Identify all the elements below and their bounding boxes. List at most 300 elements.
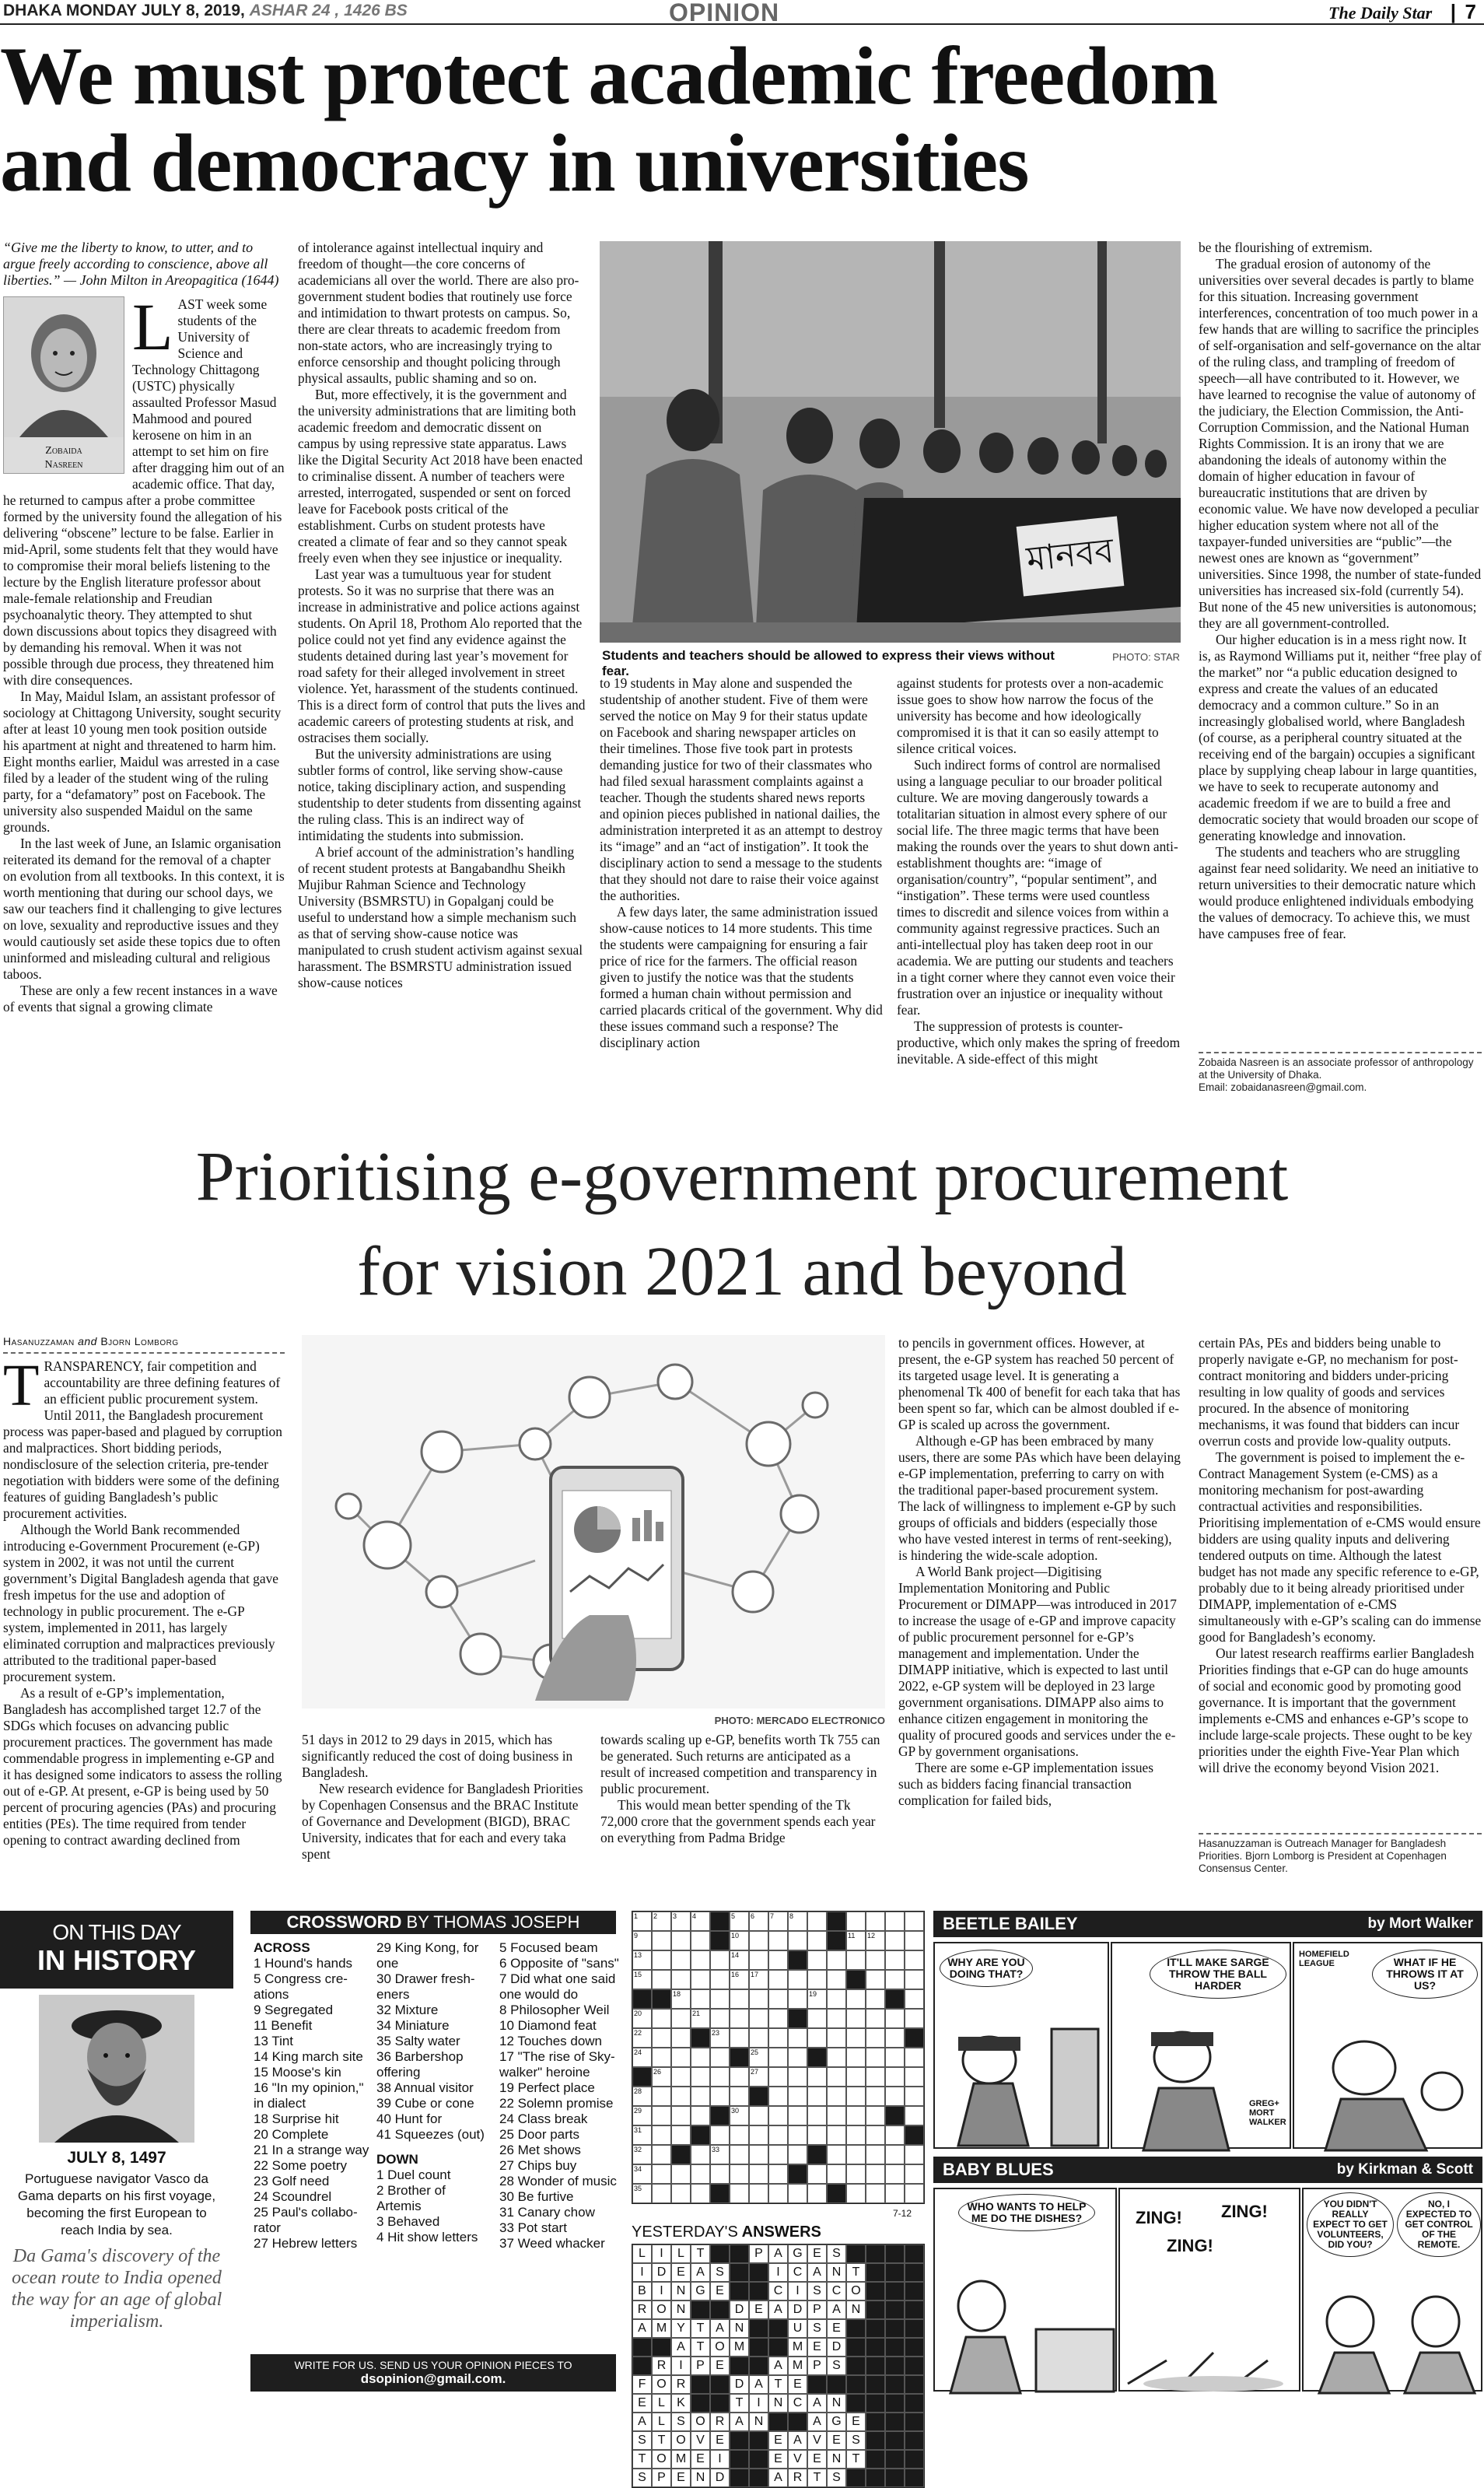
grid-cell[interactable] — [827, 2145, 846, 2164]
grid-cell[interactable] — [788, 1970, 807, 1989]
answer-cell — [749, 2338, 768, 2357]
grid-cell[interactable] — [691, 2028, 710, 2048]
grid-cell[interactable] — [807, 2028, 827, 2048]
grid-cell[interactable] — [652, 2145, 671, 2164]
grid-cell[interactable] — [905, 2048, 924, 2067]
article2-col5 — [1199, 1335, 1482, 1833]
grid-cell[interactable] — [730, 2048, 749, 2067]
grid-cell[interactable] — [846, 2067, 866, 2087]
grid-cell[interactable]: 11 — [846, 1931, 866, 1950]
grid-cell[interactable] — [846, 2028, 866, 2048]
grid-cell[interactable] — [730, 2164, 749, 2184]
grid-cell[interactable]: 25 — [749, 2048, 768, 2067]
grid-cell[interactable] — [749, 2028, 768, 2048]
answer-cell — [905, 2319, 924, 2338]
grid-cell[interactable] — [710, 2125, 730, 2145]
grid-cell[interactable] — [768, 2164, 788, 2184]
grid-cell[interactable] — [652, 2184, 671, 2203]
grid-cell[interactable] — [827, 2087, 846, 2106]
grid-cell[interactable] — [768, 2184, 788, 2203]
answer-cell: E — [768, 2431, 788, 2450]
grid-cell[interactable] — [885, 1950, 905, 1970]
grid-cell[interactable]: 27 — [749, 2067, 768, 2087]
grid-cell[interactable] — [768, 2048, 788, 2067]
paper-logo-block — [1328, 0, 1476, 24]
grid-cell[interactable] — [671, 1931, 691, 1950]
answer-cell: M — [730, 2338, 749, 2357]
grid-cell[interactable] — [788, 2106, 807, 2125]
grid-cell[interactable]: 35 — [632, 2184, 652, 2203]
grid-cell[interactable] — [749, 1950, 768, 1970]
grid-cell[interactable] — [807, 2145, 827, 2164]
grid-cell[interactable]: 31 — [632, 2125, 652, 2145]
answer-cell: M — [788, 2338, 807, 2357]
answer-cell: A — [730, 2413, 749, 2431]
across-heading: ACROSS — [254, 1940, 310, 1955]
drop-cap: L — [132, 289, 173, 364]
grid-cell[interactable] — [671, 2106, 691, 2125]
grid-cell[interactable] — [866, 2009, 885, 2028]
grid-cell[interactable] — [866, 1912, 885, 1931]
col1-para1: LAST week some students of the University of Science and Technology Chittagong (USTC) physically assaulted Professor Masud Mahmood and poured kerosene on him in an attempt to set him on fire after dragging him out of an academic office. That day, he returned to campus after a probe committee formed by the university found the allegation of his delivering “obscene” lecture to be false. Earlier in mid-April, some students felt that they would have to compromise their moral beliefs listening to the lecture by the English literature professor about male-female relationship and Freudian psychoanalytic theory. They attempted to shut down discussions about topics they disagreed with by demanding his removal. When it was not possible through due process, they threatened him with dire consequences. — [3, 289, 285, 688]
grid-cell[interactable]: 22 — [632, 2028, 652, 2048]
grid-cell[interactable] — [807, 2164, 827, 2184]
grid-cell[interactable] — [652, 1970, 671, 1989]
grid-cell[interactable] — [905, 2184, 924, 2203]
answer-cell: A — [768, 2244, 788, 2263]
grid-cell[interactable] — [866, 2164, 885, 2184]
answer-cell: P — [691, 2357, 710, 2375]
grid-cell[interactable] — [788, 2125, 807, 2145]
grid-cell[interactable]: 13 — [632, 1950, 652, 1970]
grid-cell[interactable] — [905, 2028, 924, 2048]
comic-signature: GREG+ MORT WALKER — [1249, 2099, 1286, 2127]
col4-para1: against students for protests over a non-academic issue goes to show how narrow the focus of the university has become and how ideologically compromised it is that it can so easily attempt to silence critical voices. — [897, 675, 1164, 756]
grid-cell[interactable] — [885, 1970, 905, 1989]
answer-cell: A — [827, 2301, 846, 2319]
grid-cell[interactable] — [827, 1950, 846, 1970]
grid-cell[interactable]: 10 — [730, 1931, 749, 1950]
grid-cell[interactable]: 28 — [632, 2087, 652, 2106]
grid-cell[interactable] — [652, 2028, 671, 2048]
answer-cell: D — [788, 2301, 807, 2319]
grid-cell[interactable] — [866, 1970, 885, 1989]
crossword-clue: rator — [254, 2220, 281, 2235]
grid-cell[interactable] — [749, 2106, 768, 2125]
grid-cell[interactable] — [905, 1931, 924, 1950]
grid-cell[interactable] — [691, 2087, 710, 2106]
grid-cell[interactable]: 17 — [749, 1970, 768, 1989]
answer-cell — [885, 2450, 905, 2469]
grid-cell[interactable] — [807, 1970, 827, 1989]
grid-cell[interactable] — [905, 2106, 924, 2125]
grid-cell[interactable] — [652, 2009, 671, 2028]
answer-cell — [885, 2263, 905, 2282]
grid-cell[interactable] — [905, 2067, 924, 2087]
grid-cell[interactable] — [768, 1931, 788, 1950]
grid-cell[interactable] — [807, 1931, 827, 1950]
answer-cell: P — [807, 2301, 827, 2319]
grid-cell[interactable] — [905, 1989, 924, 2009]
grid-cell[interactable] — [691, 2067, 710, 2087]
grid-cell[interactable]: 30 — [730, 2106, 749, 2125]
grid-cell[interactable] — [846, 2164, 866, 2184]
grid-cell[interactable] — [691, 2106, 710, 2125]
grid-cell[interactable] — [846, 2048, 866, 2067]
grid-cell[interactable] — [827, 1931, 846, 1950]
grid-cell[interactable]: 20 — [632, 2009, 652, 2028]
crossword-grid — [632, 1911, 925, 2204]
grid-cell[interactable] — [710, 1989, 730, 2009]
grid-cell[interactable] — [866, 2106, 885, 2125]
grid-cell[interactable]: 14 — [730, 1950, 749, 1970]
grid-cell[interactable] — [807, 2067, 827, 2087]
grid-cell[interactable]: 6 — [749, 1912, 768, 1931]
grid-cell[interactable] — [749, 2125, 768, 2145]
answer-cell: S — [807, 2282, 827, 2301]
grid-cell[interactable] — [768, 1970, 788, 1989]
grid-cell[interactable] — [691, 2184, 710, 2203]
grid-cell[interactable] — [671, 2048, 691, 2067]
grid-cell[interactable] — [749, 2009, 768, 2028]
grid-cell[interactable] — [768, 1989, 788, 2009]
grid-cell[interactable] — [710, 1950, 730, 1970]
grid-cell[interactable]: 34 — [632, 2164, 652, 2184]
grid-cell[interactable] — [691, 1970, 710, 1989]
grid-cell[interactable] — [827, 2164, 846, 2184]
grid-cell[interactable] — [671, 1950, 691, 1970]
grid-cell[interactable] — [788, 2067, 807, 2087]
grid-cell[interactable] — [691, 1931, 710, 1950]
grid-cell[interactable] — [691, 1950, 710, 1970]
grid-cell[interactable] — [866, 2125, 885, 2145]
article2-col2 — [302, 1732, 583, 1872]
grid-cell[interactable] — [671, 1970, 691, 1989]
col2-para2: But, more effectively, it is the government and the university administrations that are limiting both academic freedom and democratic dissent on campus by using repressive state apparatus. Laws like the Digital Security Act 2018 have been enacted to criminalise dissent. A number of teachers were arrested, interrogated, suspended or sent on forced leave for Facebook posts critical of the establishment. Curbs on student protests have created a climate of fear and so they cannot speak freely even when they see injustice or inequality. — [298, 387, 583, 566]
grid-cell[interactable] — [905, 1970, 924, 1989]
grid-cell[interactable] — [827, 2048, 846, 2067]
grid-cell[interactable] — [807, 1912, 827, 1931]
crossword-clue: 26 Met shows — [499, 2143, 581, 2157]
grid-cell[interactable] — [885, 1931, 905, 1950]
col1-para4: These are only a few recent instances in a wave of events that signal a growing climate — [3, 983, 278, 1014]
grid-cell[interactable]: 29 — [632, 2106, 652, 2125]
grid-cell[interactable] — [905, 2087, 924, 2106]
grid-cell[interactable] — [768, 2145, 788, 2164]
author-bio: Zobaida Nasreen is an associate professor of anthropology at the University of Dhaka. Email: zobaidanasreen@gmail.com. — [1199, 1057, 1482, 1094]
grid-cell[interactable] — [632, 2067, 652, 2087]
grid-cell[interactable] — [905, 2164, 924, 2184]
answer-cell: A — [632, 2319, 652, 2338]
dateline — [3, 2, 408, 20]
grid-cell[interactable] — [768, 2106, 788, 2125]
grid-cell[interactable] — [788, 2048, 807, 2067]
grid-cell[interactable] — [885, 2164, 905, 2184]
grid-cell[interactable]: 2 — [652, 1912, 671, 1931]
answer-cell: R — [652, 2357, 671, 2375]
grid-cell[interactable] — [885, 1989, 905, 2009]
grid-cell[interactable] — [749, 2145, 768, 2164]
grid-cell[interactable] — [885, 2106, 905, 2125]
grid-cell[interactable] — [885, 1912, 905, 1931]
grid-cell[interactable] — [730, 2028, 749, 2048]
grid-cell[interactable] — [671, 2125, 691, 2145]
grid-cell[interactable] — [885, 2087, 905, 2106]
grid-cell[interactable]: 26 — [652, 2067, 671, 2087]
grid-cell[interactable] — [827, 2125, 846, 2145]
answer-cell: N — [730, 2319, 749, 2338]
grid-cell[interactable] — [905, 2145, 924, 2164]
answer-cell: S — [846, 2431, 866, 2450]
answer-cell: O — [652, 2375, 671, 2394]
grid-cell[interactable] — [885, 2125, 905, 2145]
grid-cell[interactable] — [710, 2087, 730, 2106]
crossword-clue: 24 Class break — [499, 2111, 588, 2126]
grid-cell[interactable] — [846, 2009, 866, 2028]
grid-cell[interactable] — [846, 1912, 866, 1931]
grid-cell[interactable] — [710, 2106, 730, 2125]
grid-cell[interactable]: 8 — [788, 1912, 807, 1931]
grid-cell[interactable] — [749, 2087, 768, 2106]
grid-cell[interactable] — [827, 2009, 846, 2028]
grid-cell[interactable] — [652, 1931, 671, 1950]
grid-cell[interactable] — [671, 2184, 691, 2203]
answer-cell: I — [788, 2282, 807, 2301]
grid-cell[interactable] — [807, 1950, 827, 1970]
grid-cell[interactable] — [788, 2028, 807, 2048]
answer-cell: T — [846, 2263, 866, 2282]
grid-cell[interactable] — [671, 2087, 691, 2106]
crossword-clue: 36 Barbershop — [376, 2049, 464, 2064]
grid-cell[interactable] — [788, 1931, 807, 1950]
grid-cell[interactable]: 7 — [768, 1912, 788, 1931]
grid-cell[interactable] — [730, 2184, 749, 2203]
grid-cell[interactable] — [866, 2028, 885, 2048]
grid-cell[interactable] — [730, 2009, 749, 2028]
grid-cell[interactable] — [749, 1931, 768, 1950]
grid-cell[interactable] — [827, 2106, 846, 2125]
drop-cap: T — [3, 1353, 40, 1418]
grid-cell[interactable] — [691, 2125, 710, 2145]
grid-cell[interactable] — [866, 2087, 885, 2106]
grid-cell[interactable] — [846, 1970, 866, 1989]
grid-cell[interactable] — [846, 2145, 866, 2164]
protest-photo-image — [600, 241, 1181, 643]
banner-text: মানবব — [1024, 531, 1116, 580]
grid-cell[interactable] — [905, 1950, 924, 1970]
grid-cell[interactable] — [827, 1970, 846, 1989]
crossword-clue: one would do — [499, 1987, 579, 2002]
grid-cell[interactable] — [691, 2164, 710, 2184]
grid-cell[interactable]: 33 — [710, 2145, 730, 2164]
grid-cell[interactable] — [788, 2009, 807, 2028]
grid-cell[interactable] — [768, 1950, 788, 1970]
answer-cell: I — [749, 2394, 768, 2413]
grid-cell[interactable] — [866, 1989, 885, 2009]
grid-cell[interactable] — [846, 1989, 866, 2009]
answer-cell: T — [652, 2431, 671, 2450]
grid-cell[interactable] — [866, 2067, 885, 2087]
grid-cell[interactable] — [885, 2145, 905, 2164]
grid-cell[interactable] — [730, 2087, 749, 2106]
grid-cell[interactable] — [788, 2184, 807, 2203]
grid-cell[interactable]: 32 — [632, 2145, 652, 2164]
grid-cell[interactable] — [671, 2067, 691, 2087]
grid-cell[interactable] — [730, 2067, 749, 2087]
grid-cell[interactable] — [691, 1989, 710, 2009]
article2-col4 — [898, 1335, 1181, 1872]
crossword-clue: 25 Door parts — [499, 2127, 579, 2142]
grid-cell[interactable] — [710, 2164, 730, 2184]
grid-cell[interactable] — [768, 2009, 788, 2028]
answer-cell: T — [807, 2469, 827, 2487]
crossword-clue: 14 King march site — [254, 2049, 363, 2064]
answer-cell: P — [652, 2469, 671, 2487]
grid-cell[interactable] — [885, 2184, 905, 2203]
grid-cell[interactable]: 16 — [730, 1970, 749, 1989]
grid-cell[interactable] — [652, 2048, 671, 2067]
answer-cell — [866, 2319, 885, 2338]
grid-cell[interactable] — [632, 1989, 652, 2009]
grid-cell[interactable] — [807, 2125, 827, 2145]
grid-cell[interactable] — [788, 2087, 807, 2106]
grid-cell[interactable] — [768, 2028, 788, 2048]
grid-cell[interactable] — [749, 1989, 768, 2009]
answer-cell — [632, 2338, 652, 2357]
grid-cell[interactable] — [905, 2125, 924, 2145]
grid-cell[interactable] — [788, 2164, 807, 2184]
grid-cell[interactable] — [710, 2048, 730, 2067]
crossword-clue: 11 Benefit — [254, 2018, 313, 2033]
grid-cell[interactable]: 15 — [632, 1970, 652, 1989]
grid-cell[interactable] — [905, 2009, 924, 2028]
answer-cell — [905, 2244, 924, 2263]
grid-cell[interactable]: 19 — [807, 1989, 827, 2009]
grid-cell[interactable] — [788, 2145, 807, 2164]
grid-cell[interactable] — [846, 2087, 866, 2106]
grid-cell[interactable]: 12 — [866, 1931, 885, 1950]
grid-cell[interactable] — [866, 2184, 885, 2203]
grid-cell[interactable] — [730, 2145, 749, 2164]
grid-cell[interactable] — [885, 2067, 905, 2087]
grid-cell[interactable]: 18 — [671, 1989, 691, 2009]
grid-cell[interactable] — [652, 1989, 671, 2009]
grid-cell[interactable] — [807, 2009, 827, 2028]
headline-line1: Prioritising e-government procurement — [195, 1138, 1289, 1215]
a2-col1-para2: Although the World Bank recommended introducing e-Government Procurement (e-GP) system in 2002, it was not until the current government’s Digital Bangladesh agenda that gave fresh impetus for the use and adoption of technology in public procurement. The e-GP system, implemented in 2011, has largely eliminated corruption and malpractices previously attributed to the traditional paper-based procurement system. — [3, 1522, 278, 1684]
grid-cell[interactable] — [768, 2067, 788, 2087]
grid-cell[interactable] — [827, 1989, 846, 2009]
page-number: 7 — [1465, 0, 1476, 23]
grid-cell[interactable] — [671, 2164, 691, 2184]
answer-cell: A — [710, 2319, 730, 2338]
grid-cell[interactable] — [885, 2009, 905, 2028]
grid-cell[interactable] — [671, 2145, 691, 2164]
answer-cell — [807, 2375, 827, 2394]
grid-cell[interactable] — [652, 2087, 671, 2106]
grid-cell[interactable] — [846, 1950, 866, 1970]
grid-cell[interactable] — [827, 1912, 846, 1931]
grid-cell[interactable] — [827, 2028, 846, 2048]
history-quote: Da Gama's discovery of the ocean route to India opened the way for an age of global imperialism. — [11, 2246, 222, 2332]
grid-cell[interactable] — [768, 2087, 788, 2106]
grid-cell[interactable] — [866, 2145, 885, 2164]
grid-cell[interactable] — [652, 1950, 671, 1970]
grid-cell[interactable] — [710, 2184, 730, 2203]
grid-cell[interactable] — [905, 1912, 924, 1931]
blues-panel-1: WHO WANTS TO HELP ME DO THE DISHES? — [933, 2188, 1117, 2392]
grid-cell[interactable] — [788, 1989, 807, 2009]
grid-cell[interactable] — [846, 2184, 866, 2203]
grid-cell[interactable] — [885, 2048, 905, 2067]
grid-cell[interactable] — [807, 2087, 827, 2106]
answer-cell: A — [788, 2431, 807, 2450]
grid-cell[interactable] — [885, 2028, 905, 2048]
grid-cell[interactable]: 9 — [632, 1931, 652, 1950]
grid-cell[interactable] — [749, 2164, 768, 2184]
grid-cell[interactable]: 1 — [632, 1912, 652, 1931]
grid-cell[interactable] — [671, 2028, 691, 2048]
grid-cell[interactable] — [846, 2125, 866, 2145]
col2-para4: But the university administrations are using subtler forms of control, like serving show-cause notice, taking disciplinary action, and suspending studentship to deter students from dissenting against the ruling class. This is an indirect way of intimidating the students into submission. — [298, 746, 582, 843]
grid-cell[interactable] — [710, 1970, 730, 1989]
grid-cell[interactable] — [866, 1950, 885, 1970]
grid-cell[interactable] — [710, 2067, 730, 2087]
grid-cell[interactable] — [710, 1912, 730, 1931]
grid-cell[interactable] — [866, 2048, 885, 2067]
a2-col4-para4: There are some e-GP implementation issues such as bidders facing financial transaction complication for failed bids, — [898, 1760, 1154, 1808]
answer-cell — [691, 2375, 710, 2394]
article1-col3 — [600, 675, 884, 1072]
grid-cell[interactable] — [846, 2106, 866, 2125]
article1-col5 — [1199, 240, 1482, 1049]
grid-cell[interactable] — [671, 2009, 691, 2028]
crossword-clue: 28 Wonder of music — [499, 2174, 617, 2188]
grid-cell[interactable]: 21 — [691, 2009, 710, 2028]
grid-cell[interactable] — [768, 2125, 788, 2145]
grid-cell[interactable] — [827, 2067, 846, 2087]
answer-cell: A — [691, 2263, 710, 2282]
grid-cell[interactable] — [710, 1931, 730, 1950]
answer-cell: G — [788, 2244, 807, 2263]
grid-cell[interactable] — [691, 2048, 710, 2067]
grid-cell[interactable] — [807, 2184, 827, 2203]
grid-cell[interactable] — [691, 2145, 710, 2164]
col5-para3: Our higher education is in a mess right now. It is, as Raymond Williams put it, neither “free play of the market” nor “a public education designed to express and create the values of an educated democracy and a common culture.” So in an increasingly globalised world, where Bangladesh (of course, as a peripheral country situated at the receiving end of the bargain) occupies a significant place by supplying cheap labour in large quantities, we have to seek to recuperate autonomy and academic freedom if we are to build a free and democratic society that would broaden our scope of generating knowledge and innovation. — [1199, 632, 1482, 843]
grid-cell[interactable] — [652, 2164, 671, 2184]
grid-cell[interactable]: 5 — [730, 1912, 749, 1931]
grid-cell[interactable]: 3 — [671, 1912, 691, 1931]
answer-cell — [885, 2413, 905, 2431]
grid-cell[interactable] — [827, 2184, 846, 2203]
grid-cell[interactable] — [710, 2009, 730, 2028]
grid-cell[interactable] — [652, 2125, 671, 2145]
grid-cell[interactable] — [652, 2106, 671, 2125]
grid-cell[interactable] — [730, 2125, 749, 2145]
grid-cell[interactable] — [788, 1950, 807, 1970]
grid-cell[interactable] — [749, 2184, 768, 2203]
grid-cell[interactable]: 24 — [632, 2048, 652, 2067]
egov-illustration — [302, 1335, 885, 1708]
grid-cell[interactable]: 23 — [710, 2028, 730, 2048]
answers-grid — [632, 2244, 925, 2488]
grid-cell[interactable] — [807, 2048, 827, 2067]
crossword-clue: eners — [376, 1987, 410, 2002]
grid-cell[interactable] — [730, 1989, 749, 2009]
grid-cell[interactable] — [807, 2106, 827, 2125]
grid-cell[interactable]: 4 — [691, 1912, 710, 1931]
author-email: Email: zobaidanasreen@gmail.com. — [1199, 1081, 1367, 1093]
